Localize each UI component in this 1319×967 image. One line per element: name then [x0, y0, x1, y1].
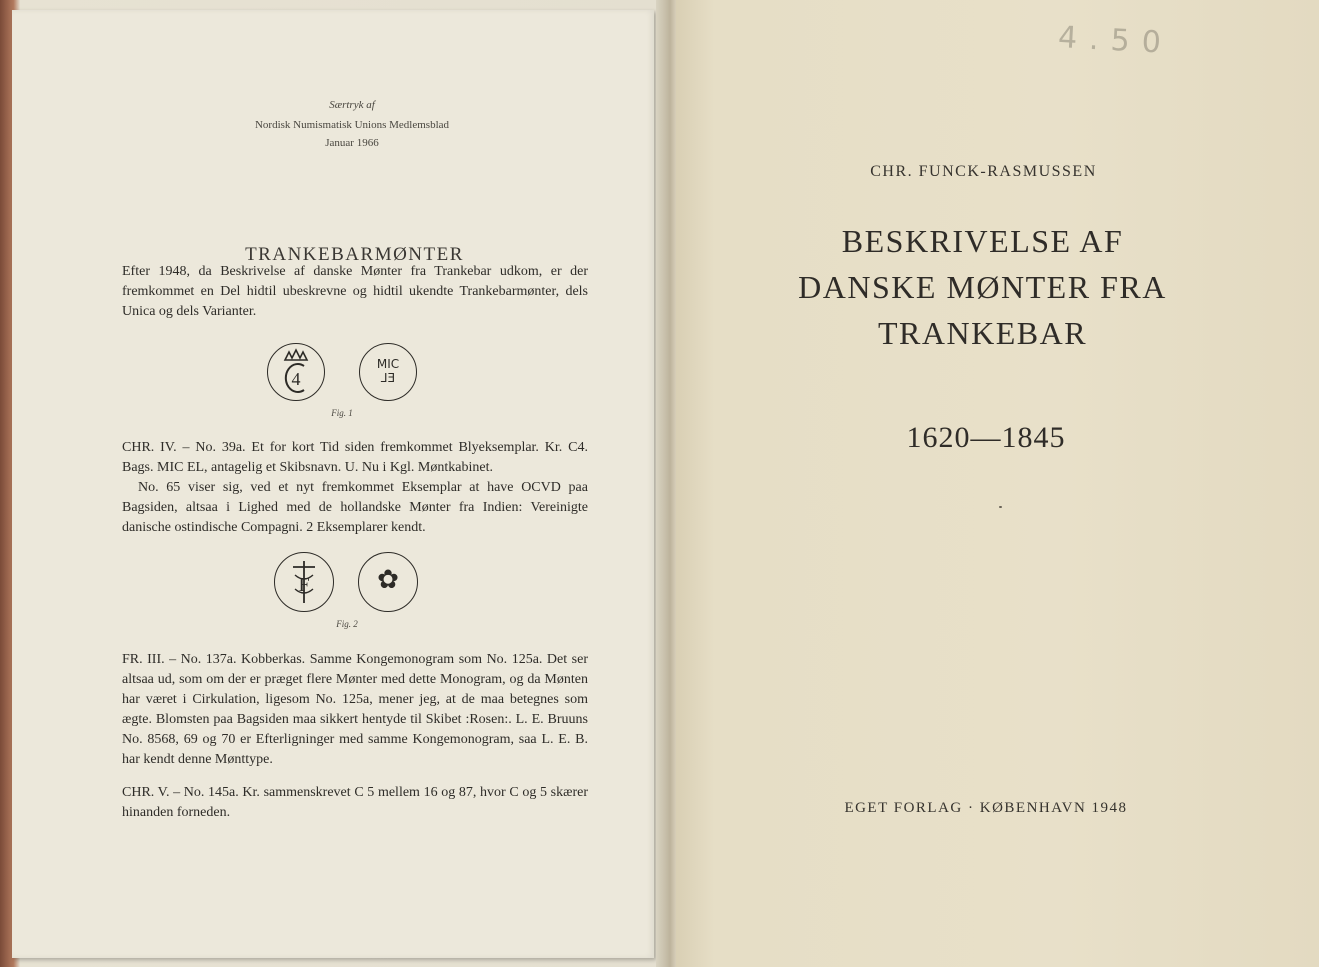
offprint-header	[192, 94, 512, 154]
publisher-imprint: EGET FORLAG · KØBENHAVN 1948	[844, 800, 1128, 816]
crown-c4-icon	[268, 344, 324, 400]
entry-chr-iv-text: CHR. IV. – No. 39a. Et for kort Tid siden fremkommet Blyeksemplar. Kr. C4. Bags. MIC EL, antagelig et Skibsnavn. U. Nu i Kgl. Møntkabinet.	[122, 440, 588, 475]
paper-speck	[999, 506, 1002, 508]
author-name: CHR. FUNCK-RASMUSSEN	[870, 163, 1097, 180]
entry-no65-text: No. 65 viser sig, ved et nyt fremkommet Eksemplar at have OCVD paa Bagsiden, altsaa i Lighed med de hollandske Mønter fra Indien: Vereinigte danische ostindische Compagni. 2 Eksemplarer kendt.	[122, 480, 588, 535]
entry-chr-v-text: CHR. V. – No. 145a. Kr. sammenskrevet C 5 mellem 16 og 87, hvor C og 5 skærer hinanden forneden.	[122, 785, 588, 820]
journal-name: Nordisk Numismatisk Unions Medlemsblad	[254, 119, 450, 131]
intro-text: Efter 1948, da Beskrivelse af danske Mønter fra Trankebar udkom, er der fremkommet en Del hidtil ubeskrevne og hidtil ukendte Trankebarmønter, dels Unica og dels Varianter.	[122, 264, 588, 319]
figure-2-caption: Fig. 2	[336, 619, 358, 629]
coin-b-line2: EL	[380, 371, 396, 385]
intro-paragraph	[122, 262, 588, 322]
offprint-label: Særtryk af	[329, 99, 375, 111]
offprint-leaf	[12, 10, 654, 958]
book-title	[736, 218, 1229, 356]
book-title-line-2: DANSKE MØNTER FRA	[798, 269, 1167, 305]
coin-mic-el	[359, 343, 417, 401]
coin-monogram-letter: F	[298, 574, 310, 596]
pencil-price-note: 4.50	[1057, 20, 1174, 62]
rose-icon: ✿	[377, 565, 399, 595]
coin-b-line1: MIC	[376, 357, 400, 371]
coin-b-text	[360, 357, 416, 385]
title-page	[676, 0, 1319, 967]
figure-1-caption: Fig. 1	[331, 408, 353, 418]
coin-rose	[358, 552, 418, 612]
coin-monogram-fr	[274, 552, 334, 612]
coin-a-numeral: 4	[291, 369, 301, 389]
coin-crowned-c4	[267, 343, 325, 401]
entry-fr-iii	[122, 650, 588, 770]
entry-chr-v	[122, 783, 588, 823]
book-gutter	[656, 0, 676, 967]
issue-date: Januar 1966	[325, 137, 379, 149]
book-title-line-3: TRANKEBAR	[877, 315, 1088, 351]
book-title-line-1: BESKRIVELSE AF	[841, 223, 1124, 259]
year-range: 1620—1845	[906, 421, 1066, 454]
entry-fr-iii-text: FR. III. – No. 137a. Kobberkas. Samme Kongemonogram som No. 125a. Det ser altsaa ud, som om der er præget flere Mønter med dette Monogram, og da Mønten har været i Cirkulation, ligesom No. 125a, mener jeg, at de maa betegnes som ægte. Blomsten paa Bagsiden maa sikkert hentyde til Skibet :Rosen:. L. E. Bruuns No. 8568, 69 og 70 er Efterligninger med samme Kongemonogram, saa L. E. B. har kendt denne Mønttype.	[122, 652, 588, 767]
section-heading: TRANKEBARMØNTER	[245, 244, 464, 265]
entry-chr-iv	[122, 438, 588, 538]
monogram-icon	[275, 553, 333, 611]
